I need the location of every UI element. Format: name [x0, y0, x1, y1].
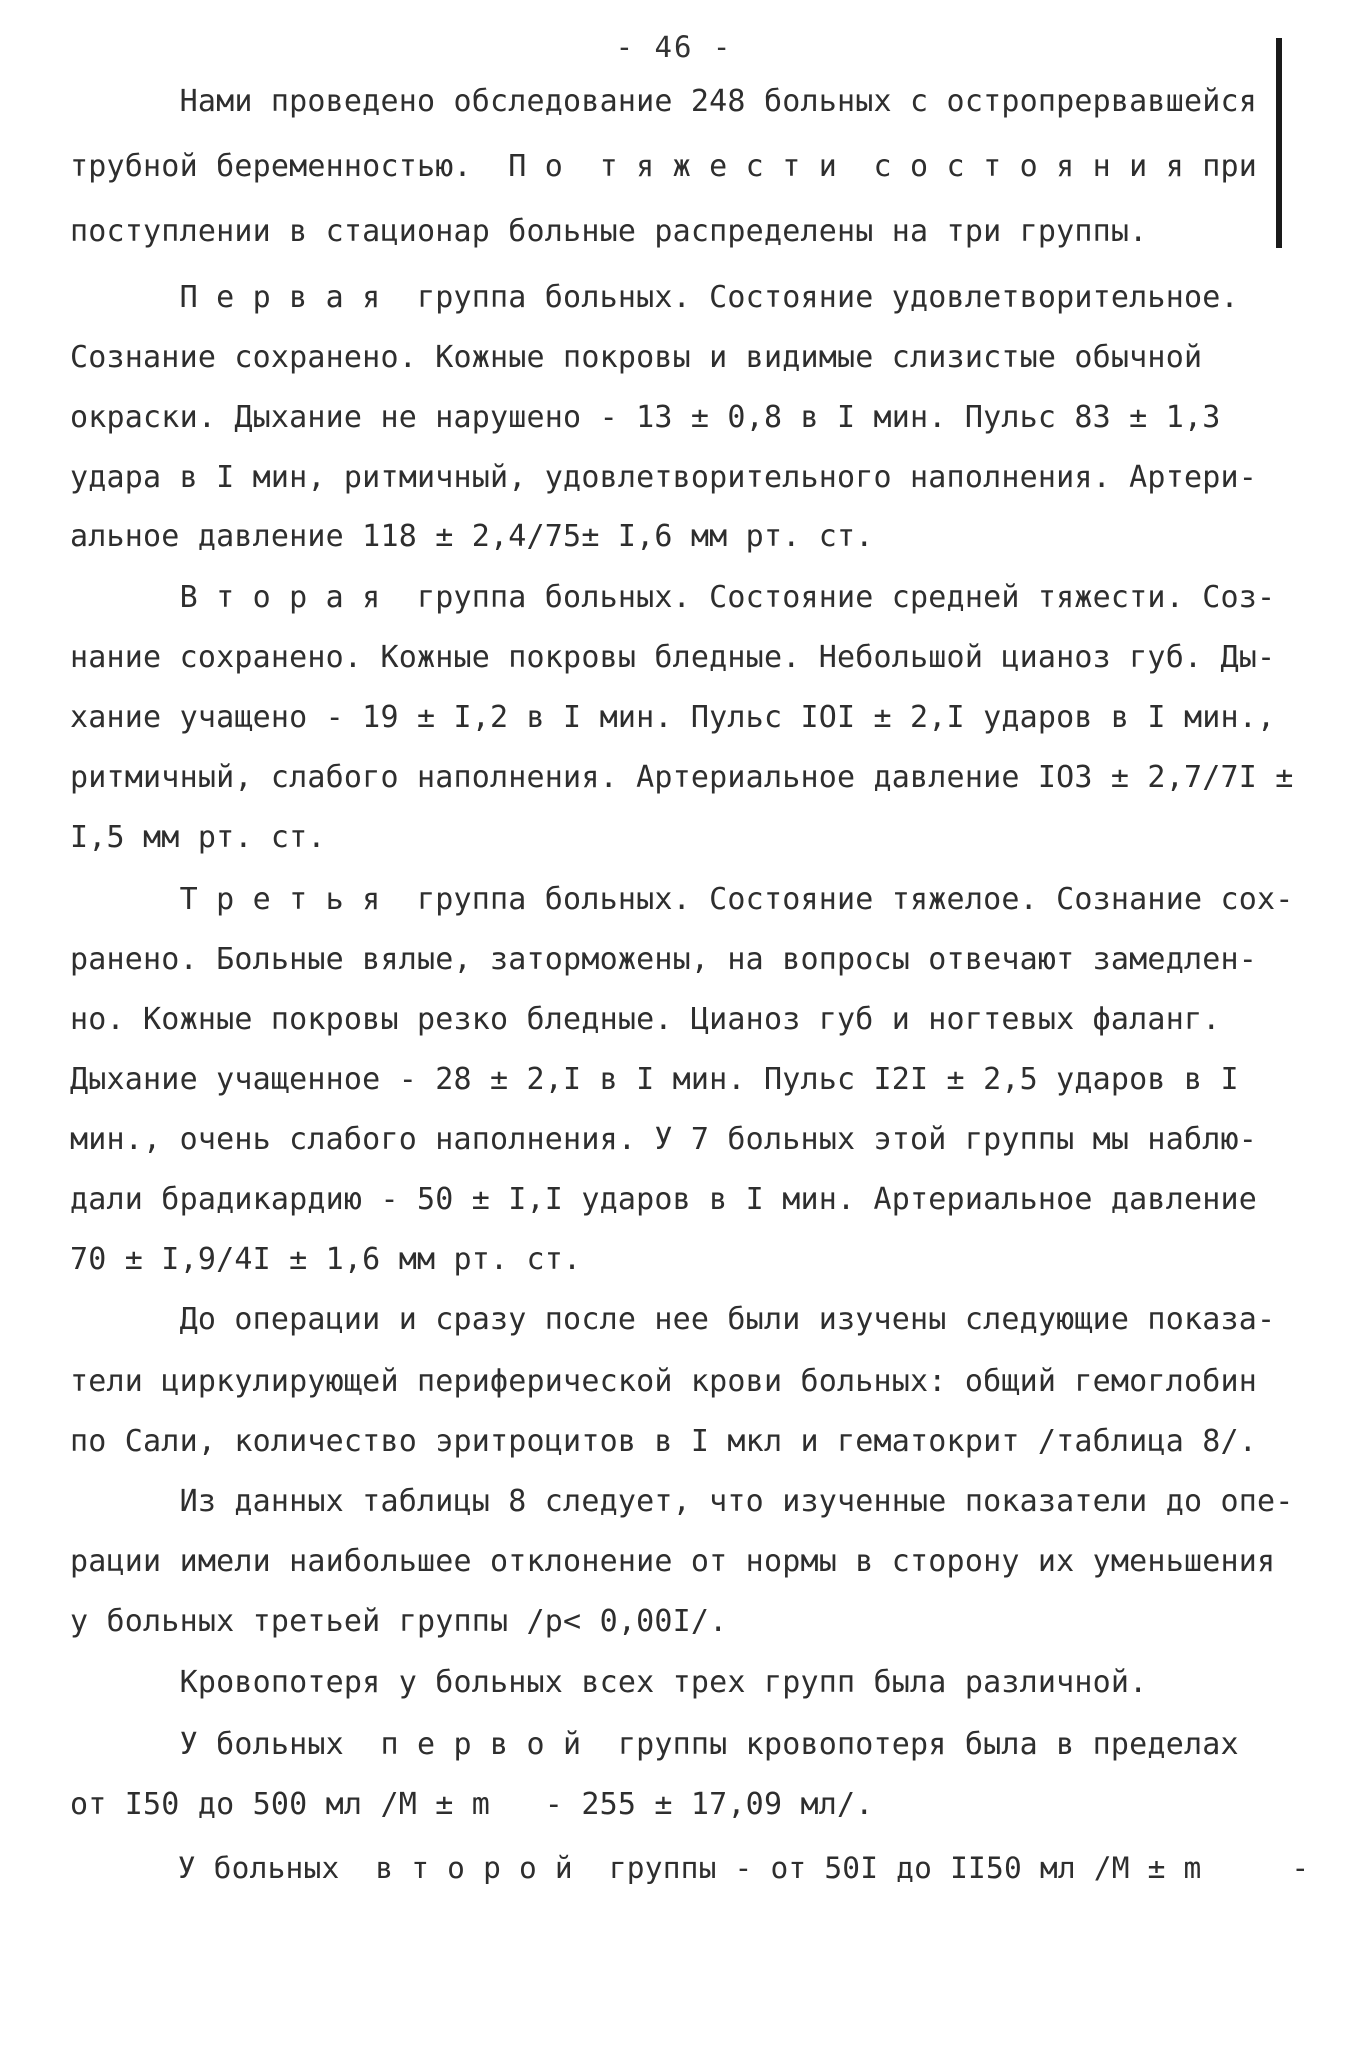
- text-line: 70 ± I,9/4I ± 1,6 мм рт. ст.: [70, 1242, 582, 1277]
- text-line: хание учащено - 19 ± I,2 в I мин. Пульс IOI ± 2,I ударов в I мин.,: [70, 700, 1276, 735]
- text-line: Сознание сохранено. Кожные покровы и видимые слизистые обычной: [70, 340, 1203, 375]
- text-line: ранено. Больные вялые, заторможены, на вопросы отвечают замедлен-: [70, 942, 1257, 977]
- text-line: Из данных таблицы 8 следует, что изученные показатели до опе-: [70, 1484, 1294, 1519]
- page-number: - 46 -: [615, 30, 733, 64]
- text-line: ритмичный, слабого наполнения. Артериальное давление IO3 ± 2,7/7I ±: [70, 760, 1294, 795]
- text-line: тели циркулирующей периферической крови больных: общий гемоглобин: [70, 1364, 1257, 1399]
- text-line: П е р в а я группа больных. Состояние удовлетворительное.: [70, 280, 1239, 315]
- text-line: окраски. Дыхание не нарушено - 13 ± 0,8 в I мин. Пульс 83 ± 1,3: [70, 400, 1221, 435]
- text-line: У больных в т о р о й группы - от 50I до II50 мл /М ± m -: [70, 1851, 1310, 1885]
- text-line: от I50 до 500 мл /М ± m - 255 ± 17,09 мл/.: [70, 1787, 874, 1822]
- text-line: альное давление 118 ± 2,4/75± I,6 мм рт. ст.: [70, 519, 874, 554]
- text-line: У больных п е р в о й группы кровопотеря была в пределах: [70, 1727, 1239, 1762]
- text-line: дали брадикардию - 50 ± I,I ударов в I мин. Артериальное давление: [70, 1182, 1257, 1217]
- text-line: трубной беременностью. П о т я ж е с т и с о с т о я н и я при: [70, 149, 1257, 184]
- text-line: рации имели наибольшее отклонение от нормы в сторону их уменьшения: [70, 1544, 1276, 1579]
- margin-bar: [1276, 38, 1282, 248]
- text-line: Т р е т ь я группа больных. Состояние тяжелое. Сознание сох-: [70, 882, 1294, 917]
- text-line: Дыхание учащенное - 28 ± 2,I в I мин. Пульс I2I ± 2,5 ударов в I: [70, 1062, 1239, 1097]
- text-line: по Сали, количество эритроцитов в I мкл и гематокрит /таблица 8/.: [70, 1424, 1257, 1459]
- text-line: До операции и сразу после нее были изучены следующие показа-: [70, 1302, 1276, 1337]
- text-line: Нами проведено обследование 248 больных с остропрервавшейся: [70, 84, 1257, 119]
- text-line: удара в I мин, ритмичный, удовлетворительного наполнения. Артери-: [70, 460, 1257, 495]
- text-line: Кровопотеря у больных всех трех групп была различной.: [70, 1665, 1148, 1700]
- text-line: у больных третьей группы /р< 0,00I/.: [70, 1604, 728, 1639]
- text-line: но. Кожные покровы резко бледные. Цианоз губ и ногтевых фаланг.: [70, 1002, 1221, 1037]
- text-line: мин., очень слабого наполнения. У 7 больных этой группы мы наблю-: [70, 1122, 1257, 1157]
- text-line: нание сохранено. Кожные покровы бледные. Небольшой цианоз губ. Ды-: [70, 640, 1276, 675]
- text-line: В т о р а я группа больных. Состояние средней тяжести. Соз-: [70, 580, 1276, 615]
- text-line: поступлении в стационар больные распределены на три группы.: [70, 214, 1148, 249]
- text-line: I,5 мм рт. ст.: [70, 820, 326, 855]
